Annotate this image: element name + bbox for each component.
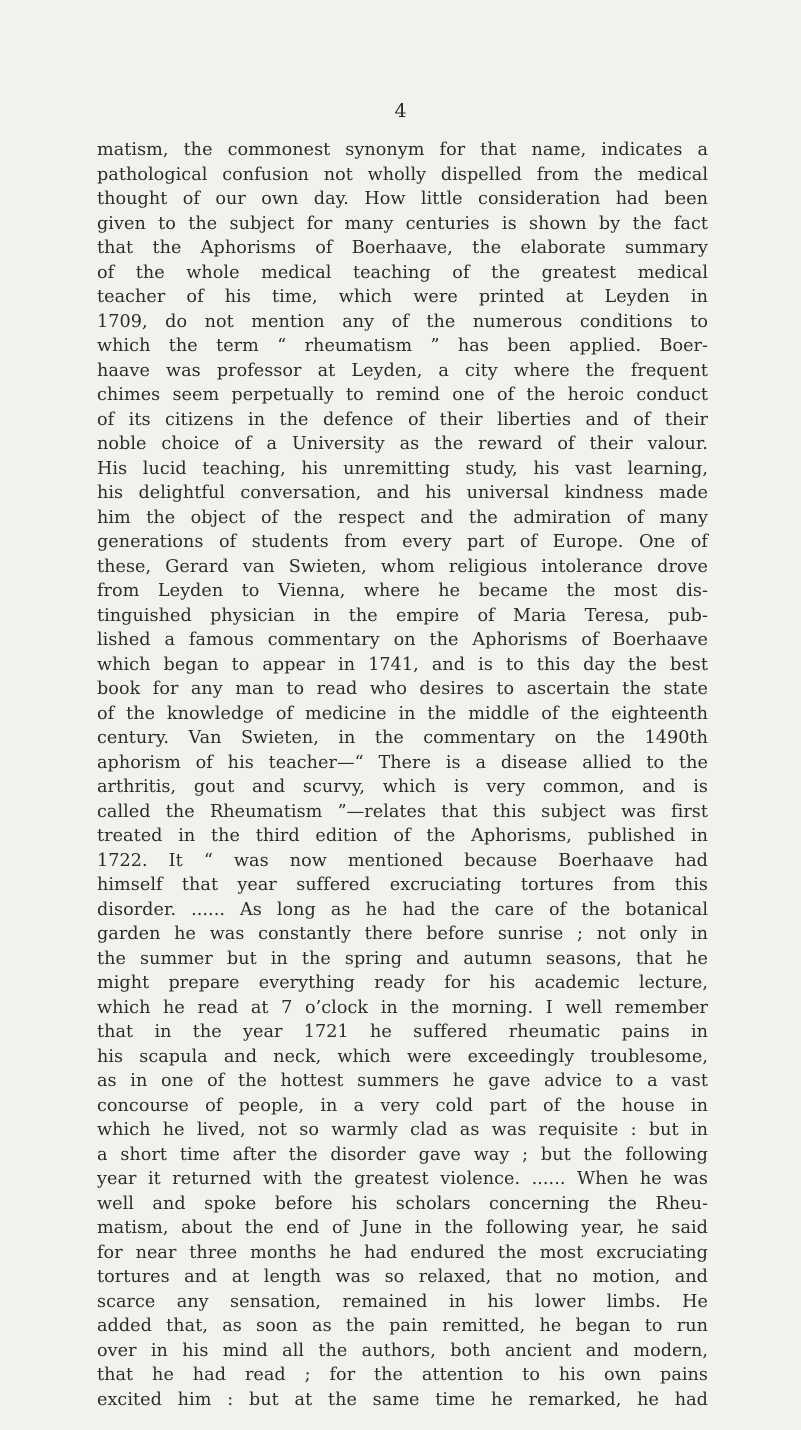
text-line: as in one of the hottest summers he gave advice to a vast <box>97 1071 708 1091</box>
text-line: that he had read ; for the attention to his own pains <box>97 1365 708 1385</box>
text-line: tinguished physician in the empire of Maria Teresa, pub- <box>97 605 708 626</box>
text-line: his scapula and neck, which were exceedingly troublesome, <box>97 1046 708 1067</box>
text-line: of its citizens in the defence of their liberties and of their <box>97 409 708 430</box>
text-line: haave was professor at Leyden, a city where the frequent <box>97 360 708 381</box>
text-line: of the whole medical teaching of the greatest medical <box>97 262 708 283</box>
text-line: aphorism of his teacher—“ There is a disease allied to the <box>97 752 708 773</box>
text-line: from Leyden to Vienna, where he became the most dis- <box>97 581 708 601</box>
text-line: arthritis, gout and scurvy, which is very common, and is <box>97 777 708 797</box>
text-line: generations of students from every part of Europe. One of <box>97 532 708 552</box>
text-line: a short time after the disorder gave way ; but the following <box>97 1144 708 1165</box>
text-line: which began to appear in 1741, and is to this day the best <box>97 654 708 675</box>
body-text <box>97 138 708 1412</box>
text-line: noble choice of a University as the reward of their valour. <box>97 434 708 454</box>
text-line: tortures and at length was so relaxed, that no motion, and <box>97 1267 708 1287</box>
text-line: might prepare everything ready for his academic lecture, <box>97 973 708 993</box>
text-line: his delightful conversation, and his universal kindness made <box>97 483 708 503</box>
text-line: which he read at 7 o’clock in the morning. I well remember <box>97 997 708 1018</box>
text-line: which the term “ rheumatism ” has been applied. Boer- <box>97 336 708 356</box>
text-line: added that, as soon as the pain remitted, he began to run <box>97 1316 708 1336</box>
text-line: lished a famous commentary on the Aphorisms of Boerhaave <box>97 630 708 650</box>
text-line: chimes seem perpetually to remind one of the heroic conduct <box>97 385 708 405</box>
text-line: that the Aphorisms of Boerhaave, the elaborate summary <box>97 238 708 258</box>
text-line: given to the subject for many centuries is shown by the fact <box>97 213 708 234</box>
text-line: over in his mind all the authors, both ancient and modern, <box>97 1340 708 1361</box>
text-line: him the object of the respect and the admiration of many <box>97 507 708 528</box>
text-line: treated in the third edition of the Aphorisms, published in <box>97 826 708 846</box>
text-line: year it returned with the greatest violence. ...... When he was <box>97 1169 708 1189</box>
text-line: teacher of his time, which were printed at Leyden in <box>97 287 708 307</box>
text-line: garden he was constantly there before sunrise ; not only in <box>97 924 708 944</box>
text-line: century. Van Swieten, in the commentary on the 1490th <box>97 728 708 748</box>
text-line: matism, about the end of June in the following year, he said <box>97 1218 708 1238</box>
text-line: 1722. It “ was now mentioned because Boerhaave had <box>97 850 708 871</box>
page-number: 4 <box>394 100 407 122</box>
text-line: of the knowledge of medicine in the middle of the eighteenth <box>97 703 708 724</box>
text-line: His lucid teaching, his unremitting study, his vast learning, <box>97 458 708 479</box>
text-line: these, Gerard van Swieten, whom religious intolerance drove <box>97 556 708 577</box>
text-line: for near three months he had endured the most excruciating <box>97 1242 708 1263</box>
text-line: well and spoke before his scholars concerning the Rheu- <box>97 1193 708 1214</box>
text-line: matism, the commonest synonym for that name, indicates a <box>97 140 708 160</box>
text-line: pathological confusion not wholly dispelled from the medical <box>97 164 708 185</box>
text-line: concourse of people, in a very cold part of the house in <box>97 1095 708 1116</box>
text-line: himself that year suffered excruciating tortures from this <box>97 875 708 895</box>
text-line: which he lived, not so warmly clad as was requisite : but in <box>97 1120 708 1140</box>
text-line: that in the year 1721 he suffered rheumatic pains in <box>97 1022 708 1042</box>
text-line: called the Rheumatism ”—relates that this subject was first <box>97 801 708 822</box>
text-line: thought of our own day. How little consideration had been <box>97 189 708 209</box>
text-line: book for any man to read who desires to ascertain the state <box>97 679 708 699</box>
text-line: 1709, do not mention any of the numerous conditions to <box>97 311 708 332</box>
text-line: excited him : but at the same time he remarked, he had <box>97 1389 708 1410</box>
text-line: disorder. ...... As long as he had the care of the botanical <box>97 899 708 920</box>
text-line: the summer but in the spring and autumn seasons, that he <box>97 948 708 969</box>
text-line: scarce any sensation, remained in his lower limbs. He <box>97 1291 708 1312</box>
